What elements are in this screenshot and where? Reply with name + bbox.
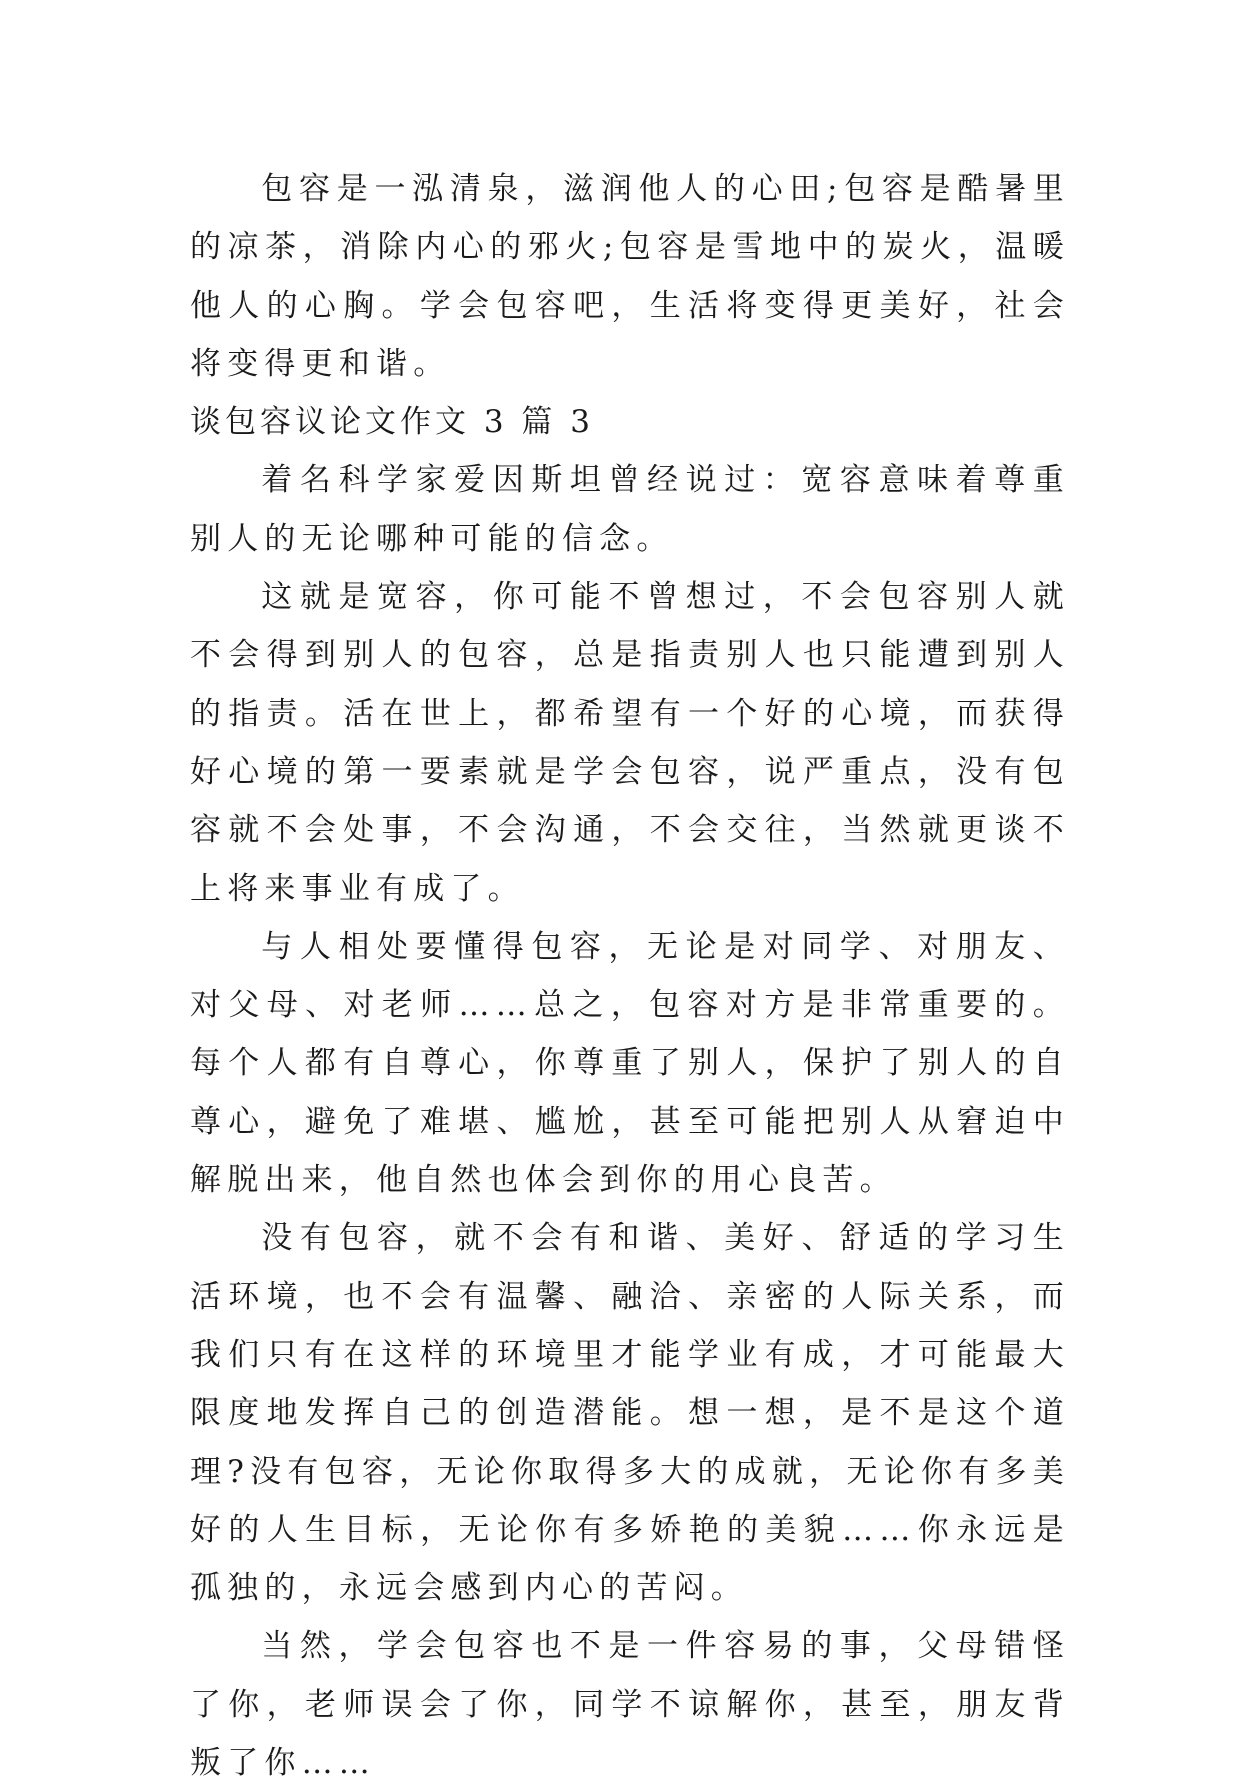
paragraph-5: 当然，学会包容也不是一件容易的事，父母错怪了你，老师误会了你，同学不谅解你，甚至，朋友背叛了你…… [190,1628,1070,1782]
section-heading: 谈包容议论文作文 3 篇 3 [190,404,595,441]
paragraph-intro: 包容是一泓清泉，滋润他人的心田;包容是酷暑里的凉茶，消除内心的邪火;包容是雪地中的炭火，温暖他人的心胸。学会包容吧，生活将变得更美好，社会将变得更和谐。 [190,171,1070,382]
paragraph-3: 与人相处要懂得包容，无论是对同学、对朋友、对父母、对老师……总之，包容对方是非常重要的。每个人都有自尊心，你尊重了别人，保护了别人的自尊心，避免了难堪、尴尬，甚至可能把别人从窘迫中解脱出来，他自然也体会到你的用心良苦。 [190,928,1070,1199]
paragraph-4: 没有包容，就不会有和谐、美好、舒适的学习生活环境，也不会有温馨、融洽、亲密的人际关系，而我们只有在这样的环境里才能学业有成，才可能最大限度地发挥自己的创造潜能。想一想，是不是这个道理?没有包容，无论你取得多大的成就，无论你有多美好的人生目标，无论你有多娇艳的美貌……你永远是孤独的，永远会感到内心的苦闷。 [190,1220,1070,1607]
paragraph-2: 这就是宽容，你可能不曾想过，不会包容别人就不会得到别人的包容，总是指责别人也只能遭到别人的指责。活在世上，都希望有一个好的心境，而获得好心境的第一要素就是学会包容，说严重点，没有包容就不会处事，不会沟通，不会交往，当然就更谈不上将来事业有成了。 [190,579,1070,907]
paragraph-1: 着名科学家爱因斯坦曾经说过：宽容意味着尊重别人的无论哪种可能的信念。 [190,462,1070,557]
document-page [190,160,1070,1792]
